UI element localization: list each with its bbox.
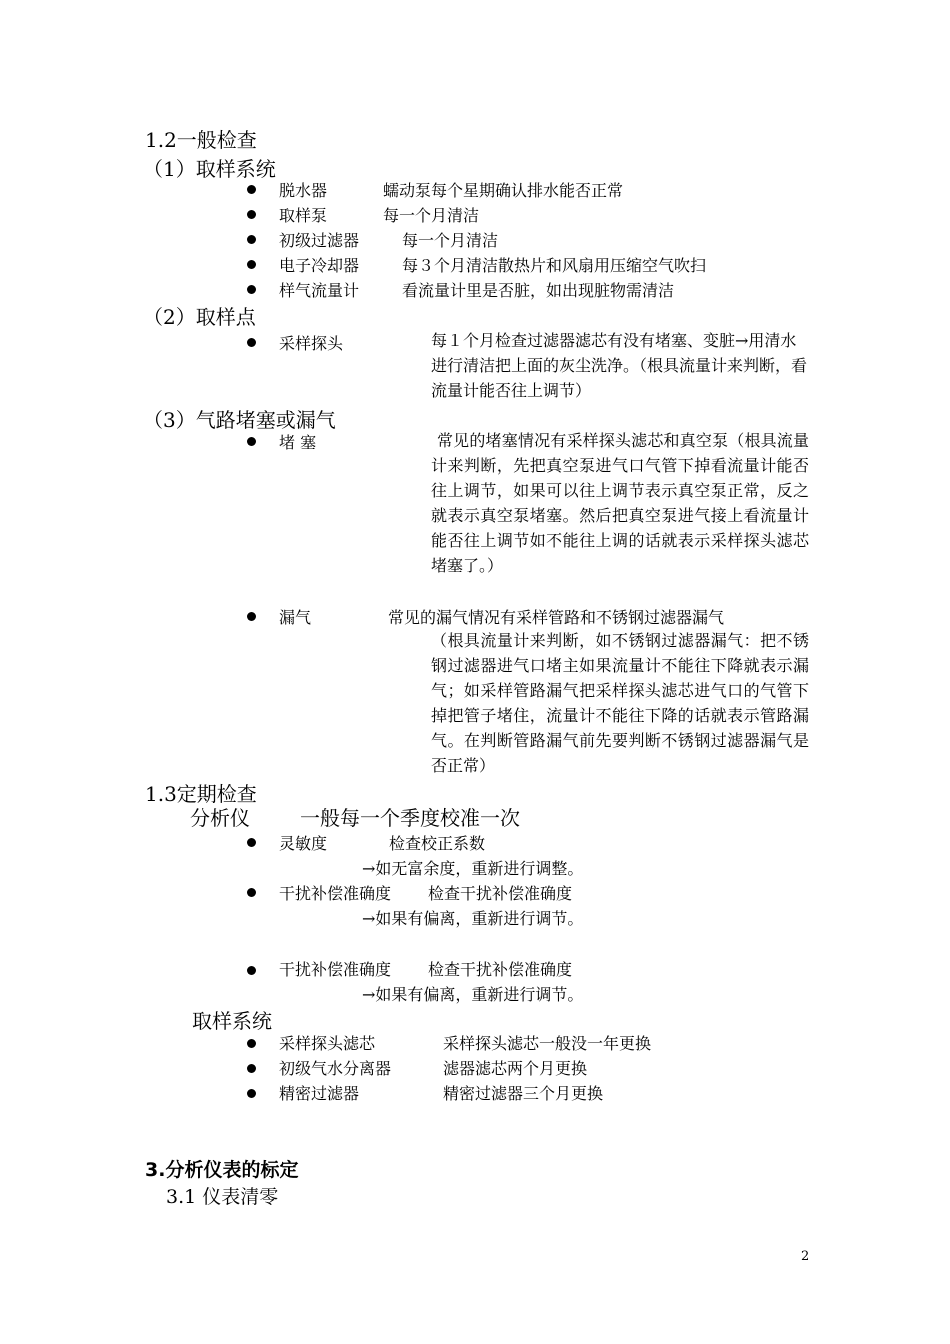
bullet bbox=[247, 210, 256, 219]
item-note: →如果有偏离，重新进行调节。 bbox=[362, 909, 584, 928]
bullet bbox=[247, 1039, 256, 1048]
item-desc: 检查干扰补偿准确度 bbox=[428, 960, 573, 979]
item-desc: 采样探头滤芯一般没一年更换 bbox=[443, 1034, 652, 1053]
section-title-1-2: 1.2一般检查 bbox=[145, 128, 257, 152]
item-desc: 每一个月清洁 bbox=[383, 206, 480, 225]
item-label: 初级气水分离器 bbox=[279, 1059, 392, 1078]
item-label: 堵 塞 bbox=[279, 433, 317, 452]
item-note: →如无富余度，重新进行调整。 bbox=[362, 859, 584, 878]
bullet bbox=[247, 338, 256, 347]
item-label: 取样泵 bbox=[279, 206, 328, 225]
page-number: 2 bbox=[801, 1249, 810, 1264]
item-label: 采样探头滤芯 bbox=[279, 1034, 376, 1053]
bullet bbox=[247, 185, 256, 194]
item-label: 初级过滤器 bbox=[279, 231, 360, 250]
bullet bbox=[247, 1089, 256, 1098]
subsection-title-gas-path: （3）气路堵塞或漏气 bbox=[143, 408, 336, 432]
bullet bbox=[247, 1064, 256, 1073]
bullet bbox=[247, 888, 256, 897]
item-label: 电子冷却器 bbox=[279, 256, 360, 275]
bullet bbox=[247, 260, 256, 269]
item-label: 脱水器 bbox=[279, 181, 328, 200]
item-label: 采样探头 bbox=[279, 334, 344, 353]
item-desc: 看流量计里是否脏，如出现脏物需清洁 bbox=[402, 281, 675, 300]
item-desc: 常见的堵塞情况有采样探头滤芯和真空泵（根具流量计来判断，先把真空泵进气口气管下掉看流量计能否往上调节，如果可以往上调节表示真空泵正常，反之就表示真空泵堵塞。然后把真空泵进气接上看流量计能否往上调节如不能往上调的话就表示采样探头滤芯堵塞了。） bbox=[431, 431, 809, 575]
item-label: 干扰补偿准确度 bbox=[279, 960, 392, 979]
section-title-3: 3.分析仪表的标定 bbox=[145, 1159, 299, 1181]
item-desc: 滤器滤芯两个月更换 bbox=[443, 1059, 588, 1078]
item-desc: 每３个月清洁散热片和风扇用压缩空气吹扫 bbox=[402, 256, 707, 275]
bullet bbox=[247, 437, 256, 446]
bullet bbox=[247, 235, 256, 244]
analyzer-label: 分析仪 bbox=[190, 806, 250, 830]
bullet bbox=[247, 285, 256, 294]
item-desc: 精密过滤器三个月更换 bbox=[443, 1084, 604, 1103]
bullet bbox=[247, 838, 256, 847]
subsection-title-sampling-system: （1）取样系统 bbox=[143, 157, 276, 181]
item-label: 干扰补偿准确度 bbox=[279, 884, 392, 903]
bullet bbox=[247, 966, 256, 975]
subsection-title-sampling-point: （2）取样点 bbox=[143, 305, 256, 329]
subsection-title-3-1: 3.1 仪表清零 bbox=[166, 1186, 279, 1208]
item-label: 漏气 bbox=[279, 608, 312, 627]
section-title-1-3: 1.3定期检查 bbox=[145, 782, 257, 806]
item-note: →如果有偏离，重新进行调节。 bbox=[362, 985, 584, 1004]
analyzer-desc: 一般每一个季度校准一次 bbox=[300, 806, 520, 830]
item-desc: 每１个月检查过滤器滤芯有没有堵塞、变脏→用清水进行清洁把上面的灰尘洗净。（根具流量计来判断，看流量计能否往上调节） bbox=[431, 331, 808, 400]
bullet bbox=[247, 612, 256, 621]
item-desc: 检查校正系数 bbox=[389, 834, 486, 853]
item-label: 灵敏度 bbox=[279, 834, 328, 853]
item-desc: 检查干扰补偿准确度 bbox=[428, 884, 573, 903]
item-desc: 蠕动泵每个星期确认排水能否正常 bbox=[383, 181, 624, 200]
sampling-system-label: 取样系统 bbox=[192, 1009, 272, 1033]
item-label: 精密过滤器 bbox=[279, 1084, 360, 1103]
item-desc: 每一个月清洁 bbox=[402, 231, 499, 250]
item-desc-rest: （根具流量计来判断，如不锈钢过滤器漏气：把不锈钢过滤器进气口堵主如果流量计不能往下降就表示漏气；如采样管路漏气把采样探头滤芯进气口的气管下掉把管子堵住，流量计不能往下降的话就表示管路漏气。在判断管路漏气前先要判断不锈钢过滤器漏气是否正常） bbox=[431, 631, 809, 775]
item-label: 样气流量计 bbox=[279, 281, 360, 300]
item-desc-first-line: 常见的漏气情况有采样管路和不锈钢过滤器漏气 bbox=[388, 608, 725, 627]
